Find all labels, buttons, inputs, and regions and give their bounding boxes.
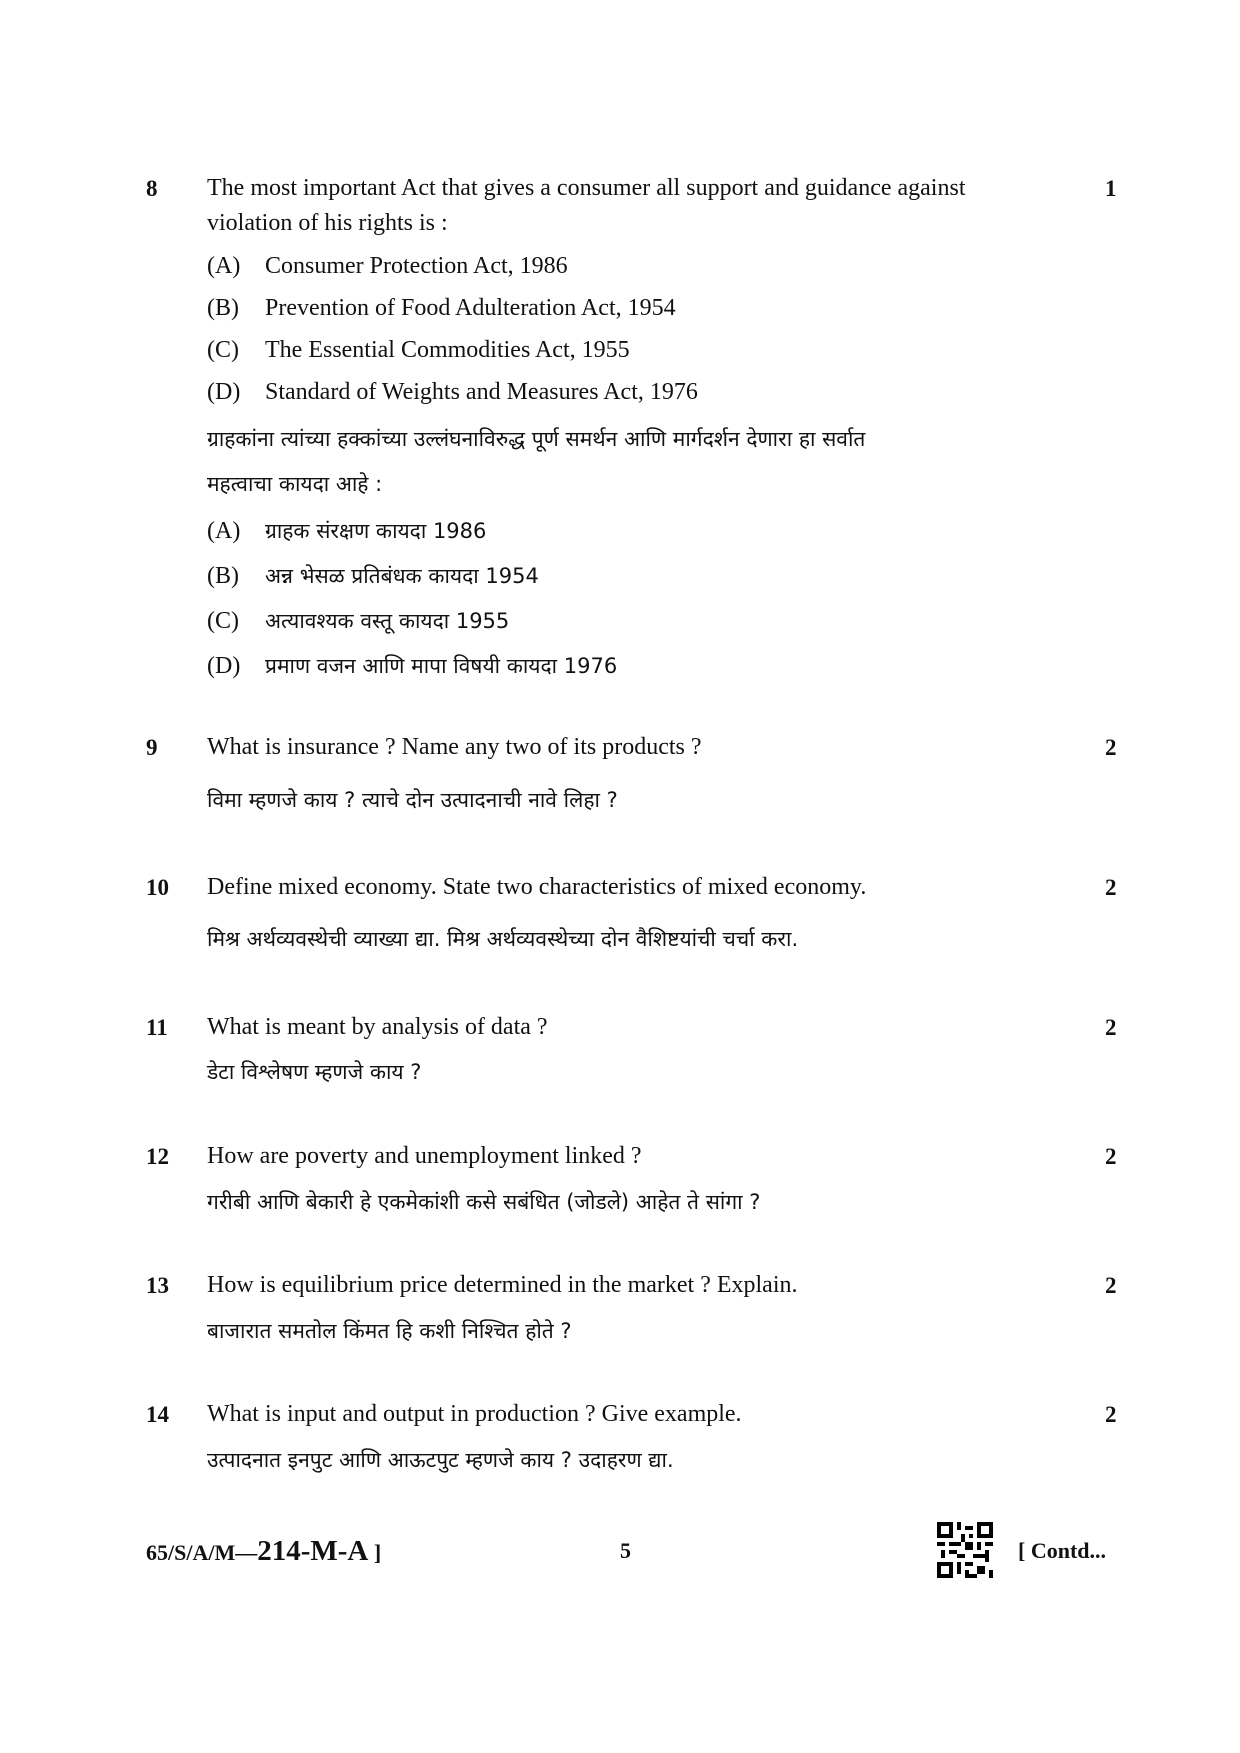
question-text-mr: ग्राहकांना त्यांच्या हक्कांच्या उल्लंघनाविरुद्ध पूर्ण समर्थन आणि मार्गदर्शन देणारा हा सर्वात xyxy=(207,427,866,451)
page-number: 5 xyxy=(620,1538,631,1563)
question-text-en: The most important Act that gives a consumer all support and guidance against xyxy=(207,175,966,201)
question-number: 9 xyxy=(146,735,158,760)
question-number: 10 xyxy=(146,875,169,900)
question-marks: 2 xyxy=(1105,1144,1117,1169)
question-text-en: How are poverty and unemployment linked ? xyxy=(207,1143,642,1169)
option-mr-a: (A) ग्राहक संरक्षण कायदा 1986 xyxy=(207,518,487,544)
question-number: 12 xyxy=(146,1144,169,1169)
question-marks: 2 xyxy=(1105,735,1117,760)
question-text-en: What is insurance ? Name any two of its products ? xyxy=(207,734,702,760)
question-text-mr: उत्पादनात इनपुट आणि आऊटपुट म्हणजे काय ? उदाहरण द्या. xyxy=(207,1448,674,1472)
question-text-mr: विमा म्हणजे काय ? त्याचे दोन उत्पादनाची नावे लिहा ? xyxy=(207,788,618,812)
question-text-mr: डेटा विश्लेषण म्हणजे काय ? xyxy=(207,1060,422,1084)
option-mr-d: (D) प्रमाण वजन आणि मापा विषयी कायदा 1976 xyxy=(207,653,618,679)
question-number: 14 xyxy=(146,1402,169,1427)
question-marks: 1 xyxy=(1105,176,1117,201)
question-marks: 2 xyxy=(1105,1402,1117,1427)
question-text-mr: मिश्र अर्थव्यवस्थेची व्याख्या द्या. मिश्र अर्थव्यवस्थेच्या दोन वैशिष्टयांची चर्चा करा. xyxy=(207,927,799,951)
paper-code: 65/S/A/M—214-M-A ] xyxy=(146,1535,382,1567)
option-en-c: (C) The Essential Commodities Act, 1955 xyxy=(207,337,630,363)
question-text-mr: गरीबी आणि बेकारी हे एकमेकांशी कसे सबंधित (जोडले) आहेत ते सांगा ? xyxy=(207,1190,761,1214)
option-mr-c: (C) अत्यावश्यक वस्तू कायदा 1955 xyxy=(207,608,510,634)
option-mr-b: (B) अन्न भेसळ प्रतिबंधक कायदा 1954 xyxy=(207,563,539,589)
question-text-mr: बाजारात समतोल किंमत हि कशी निश्चित होते ? xyxy=(207,1319,572,1343)
question-text-en: How is equilibrium price determined in the market ? Explain. xyxy=(207,1272,798,1298)
option-en-a: (A) Consumer Protection Act, 1986 xyxy=(207,253,568,279)
option-en-d: (D) Standard of Weights and Measures Act, 1976 xyxy=(207,379,698,405)
question-text-en: What is meant by analysis of data ? xyxy=(207,1014,548,1040)
question-number: 11 xyxy=(146,1015,168,1040)
continued-label: [ Contd... xyxy=(1018,1538,1107,1563)
question-number: 13 xyxy=(146,1273,169,1298)
option-en-b: (B) Prevention of Food Adulteration Act, 1954 xyxy=(207,295,676,321)
question-text-en: violation of his rights is : xyxy=(207,210,448,236)
question-text-mr: महत्वाचा कायदा आहे : xyxy=(207,472,383,496)
question-marks: 2 xyxy=(1105,875,1117,900)
qr-code-icon xyxy=(937,1522,993,1578)
question-marks: 2 xyxy=(1105,1273,1117,1298)
question-text-en: What is input and output in production ? Give example. xyxy=(207,1401,742,1427)
question-number: 8 xyxy=(146,176,158,201)
question-text-en: Define mixed economy. State two characteristics of mixed economy. xyxy=(207,874,867,900)
question-marks: 2 xyxy=(1105,1015,1117,1040)
